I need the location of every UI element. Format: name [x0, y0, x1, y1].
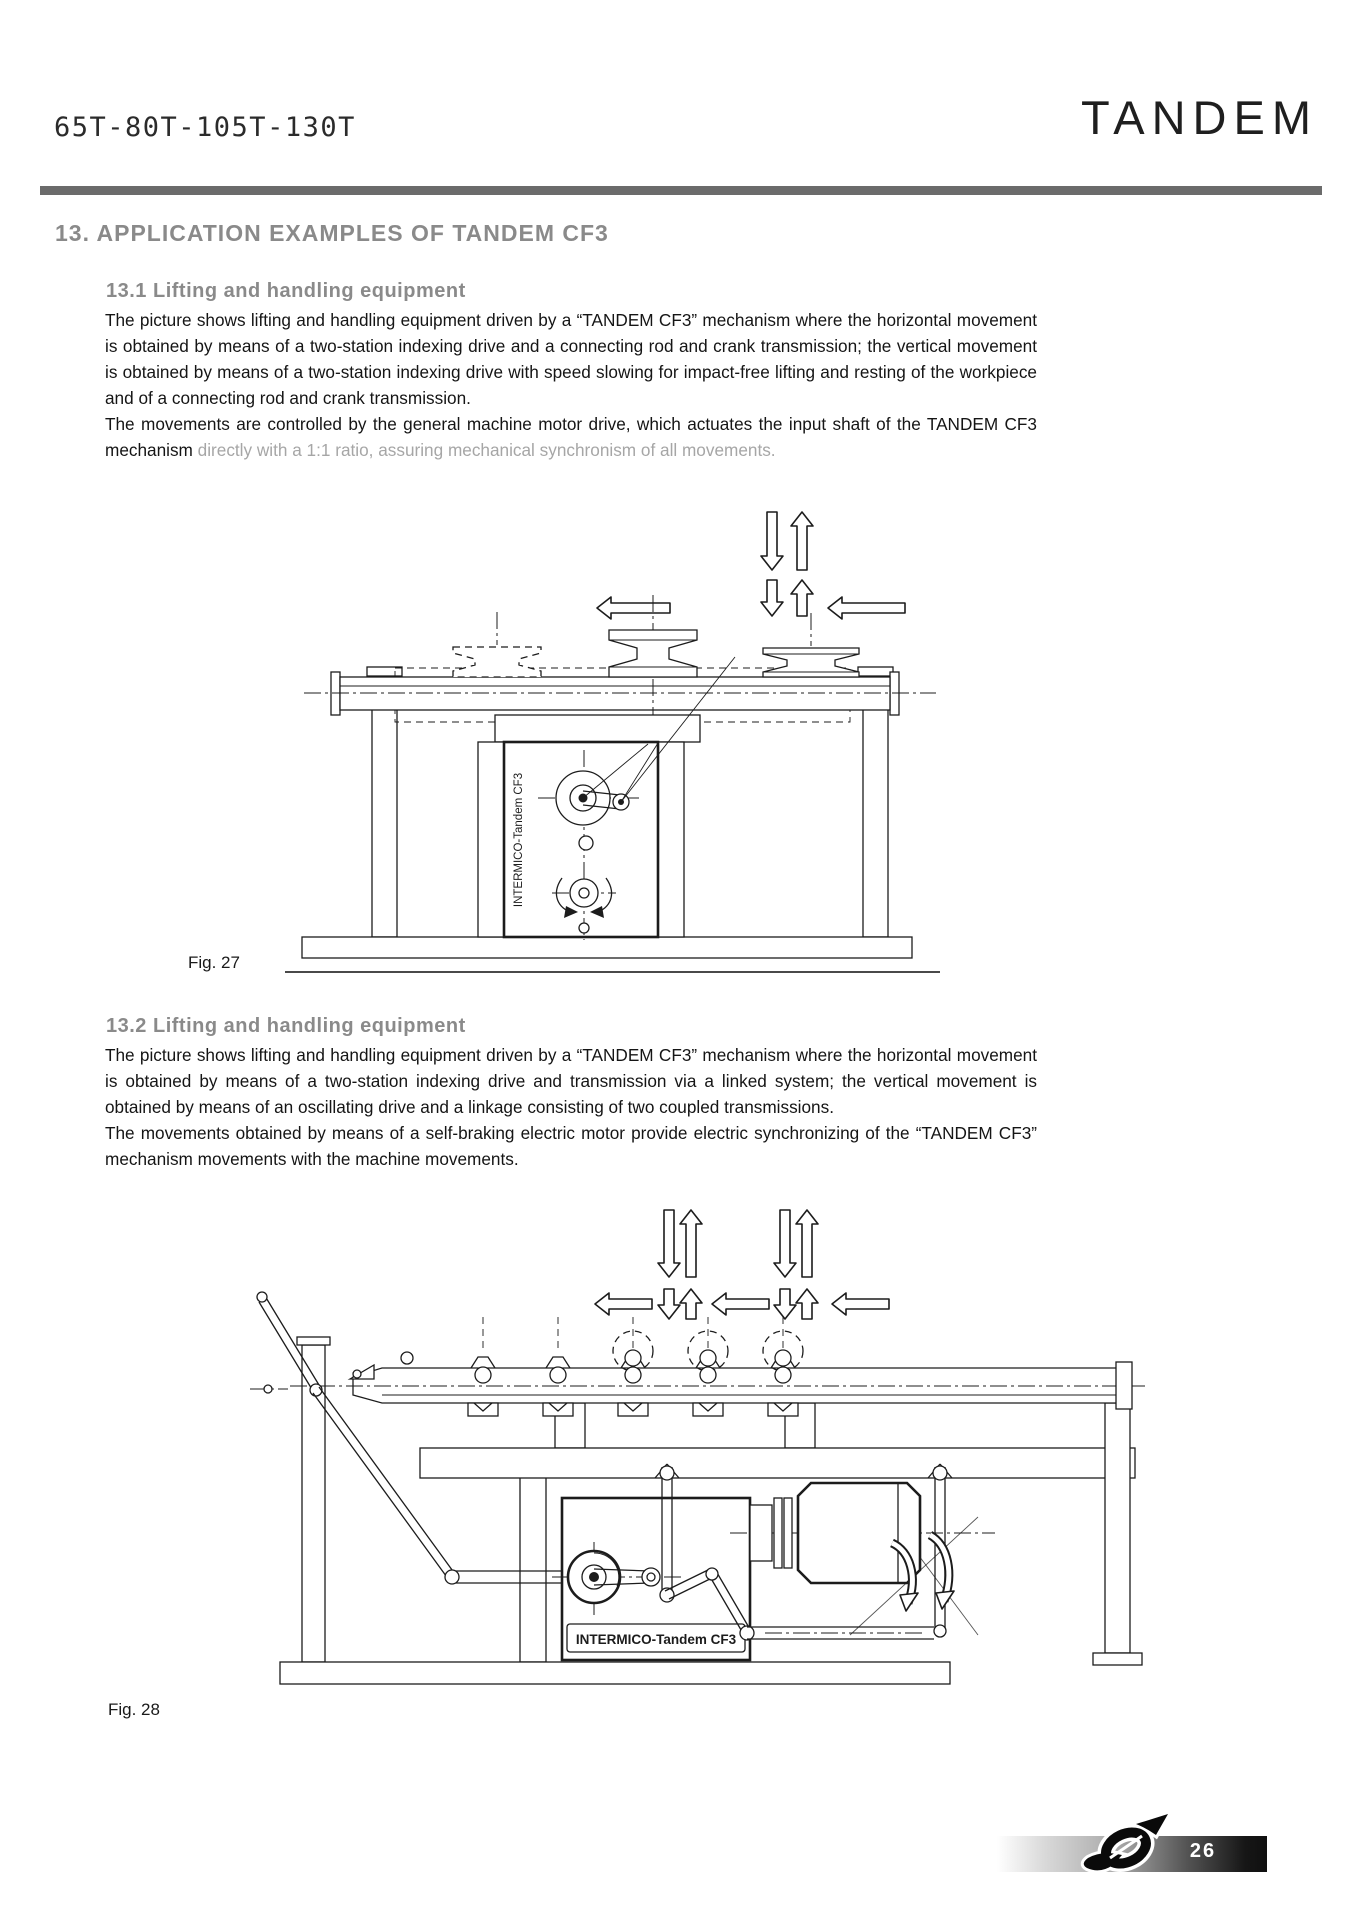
f27-motion-arrows [597, 512, 905, 619]
section-13-1-paragraph-1: The picture shows lifting and handling equipment driven by a “TANDEM CF3” mechanism where the horizontal movement is obtained by means of a two-station indexing drive and a connecting rod and crank transmission; the vertical movement is obtained by means of a two-station indexing drive with speed slowing for impact-free lifting and resting of the workpiece and of a connecting rod and crank transmission. [105, 310, 1037, 408]
section-13-2-paragraph-1: The picture shows lifting and handling equipment driven by a “TANDEM CF3” mechanism where the horizontal movement is obtained by means of a two-station indexing drive and transmission via a linked system; the vertical movement is obtained by means of an oscillating drive and a linkage consisting of two coupled transmissions. [105, 1045, 1037, 1117]
down-arrow-icon [658, 1210, 680, 1277]
section-13-2-paragraph-2: The movements obtained by means of a self-braking electric motor provide electric synchronizing of the “TANDEM CF3” mechanism movements with the machine movements. [105, 1123, 1037, 1169]
f28-beam [250, 1352, 1145, 1409]
up-arrow-icon [791, 580, 813, 616]
f28-motion-arrows [595, 1210, 889, 1319]
figure-27-baseline-rule [285, 971, 940, 973]
page-number: 26 [1189, 1840, 1217, 1862]
up-arrow-icon [796, 1289, 818, 1319]
down-arrow-icon [774, 1210, 796, 1277]
workpiece-center [609, 630, 697, 677]
up-arrow-icon [791, 512, 813, 570]
down-arrow-icon [761, 512, 783, 570]
down-arrow-icon [658, 1289, 680, 1319]
section-13-1-heading: 13.1 Lifting and handling equipment [106, 280, 466, 302]
paragraph-light-text: directly with a 1:1 ratio, assuring mechanical synchronism of all movements. [197, 440, 776, 460]
up-arrow-icon [796, 1210, 818, 1277]
section-13-2-heading: 13.2 Lifting and handling equipment [106, 1015, 466, 1037]
figure-28-label: Fig. 28 [108, 1700, 160, 1719]
figure-27-label: Fig. 27 [188, 953, 240, 972]
left-arrow-icon [828, 597, 905, 619]
figure-28-drawing [250, 1205, 1170, 1695]
gearbox-vertical-label: INTERMICO-Tandem CF3 [513, 772, 525, 908]
gearbox-label: INTERMICO-Tandem CF3 [575, 1632, 737, 1647]
left-arrow-icon [597, 597, 670, 619]
left-arrow-icon [595, 1293, 652, 1315]
down-arrow-icon [761, 580, 783, 616]
left-arrow-icon [832, 1293, 889, 1315]
section-13-1-paragraph-2 [105, 411, 1037, 463]
chapter-title: 13. APPLICATION EXAMPLES OF TANDEM CF3 [55, 220, 609, 246]
section-13-2-body [105, 1042, 1037, 1172]
workpiece-phantom [453, 647, 541, 677]
left-arrow-icon [712, 1293, 769, 1315]
figure-27-drawing [290, 500, 950, 980]
intermico-logo-icon [1080, 1808, 1170, 1880]
up-arrow-icon [680, 1210, 702, 1277]
header-model-range: 65T-80T-105T-130T [54, 112, 356, 143]
brand-wordmark: TANDEM [1081, 91, 1318, 144]
up-arrow-icon [680, 1289, 702, 1319]
paragraph-dark-text: The movements are controlled by the general machine motor drive, which actuates the input shaft of the TANDEM CF3 mechanism [105, 414, 1037, 460]
down-arrow-icon [774, 1289, 796, 1319]
f28-electric-motor [730, 1483, 995, 1635]
section-13-1-body [105, 307, 1037, 463]
workpiece-right [763, 648, 859, 677]
header-rule [40, 186, 1322, 195]
